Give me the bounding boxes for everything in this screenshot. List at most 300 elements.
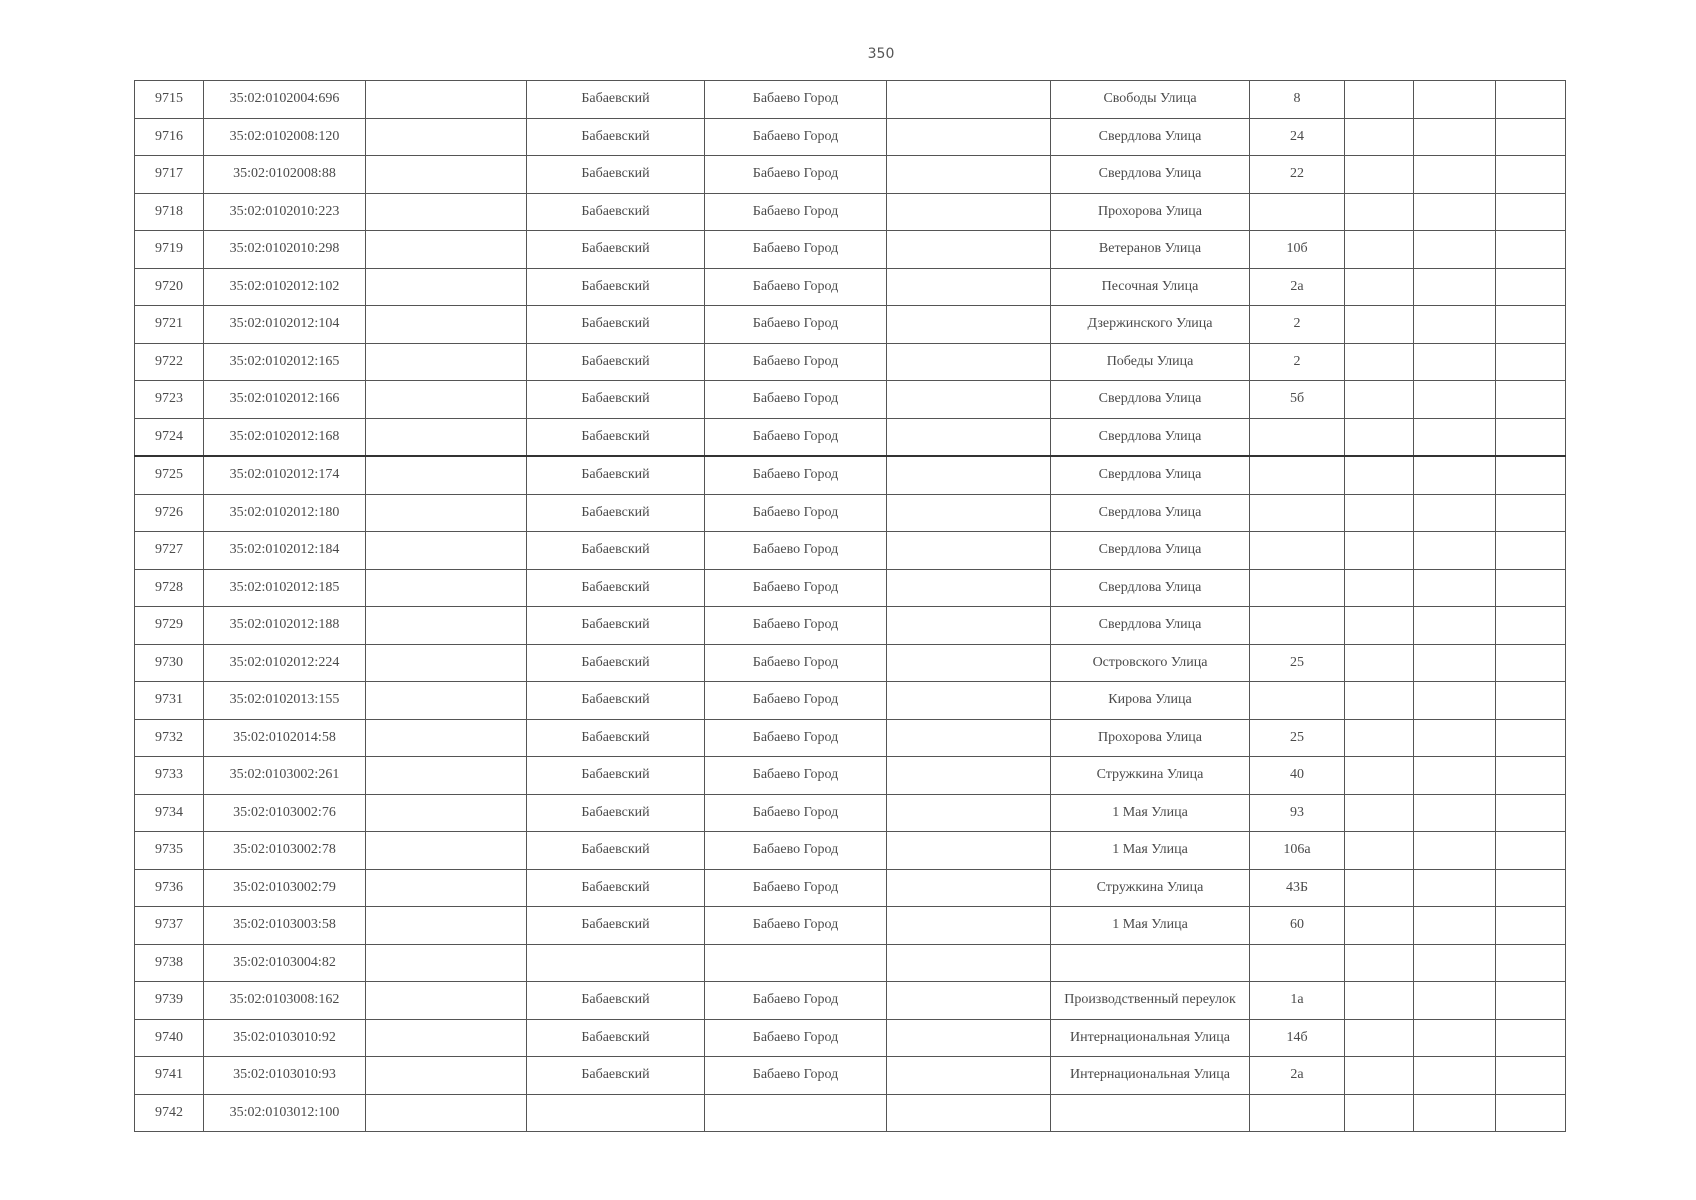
row-number-cell: 9719 — [135, 231, 204, 269]
blank-cell — [1414, 343, 1496, 381]
blank-cell — [1345, 757, 1414, 795]
blank-cell — [887, 456, 1051, 494]
table-row — [135, 81, 1566, 119]
blank-cell — [366, 418, 527, 456]
settlement-cell: Бабаево Город — [705, 1057, 887, 1095]
table-row — [135, 832, 1566, 870]
settlement-cell: Бабаево Город — [705, 494, 887, 532]
table-row — [135, 719, 1566, 757]
blank-cell — [1496, 1057, 1566, 1095]
house-number-cell: 14б — [1250, 1019, 1345, 1057]
district-cell: Бабаевский — [527, 456, 705, 494]
blank-cell — [366, 456, 527, 494]
blank-cell — [366, 682, 527, 720]
settlement-cell: Бабаево Город — [705, 268, 887, 306]
table-row — [135, 794, 1566, 832]
district-cell: Бабаевский — [527, 607, 705, 645]
district-cell — [527, 1094, 705, 1132]
blank-cell — [887, 81, 1051, 119]
page-number: 350 — [867, 46, 895, 62]
settlement-cell: Бабаево Город — [705, 418, 887, 456]
blank-cell — [366, 569, 527, 607]
settlement-cell: Бабаево Город — [705, 306, 887, 344]
table-row — [135, 682, 1566, 720]
blank-cell — [1345, 982, 1414, 1020]
cadastral-number-cell: 35:02:0102008:88 — [204, 156, 366, 194]
settlement-cell: Бабаево Город — [705, 719, 887, 757]
cadastral-number-cell: 35:02:0103002:76 — [204, 794, 366, 832]
blank-cell — [1414, 156, 1496, 194]
settlement-cell: Бабаево Город — [705, 456, 887, 494]
settlement-cell: Бабаево Город — [705, 644, 887, 682]
district-cell: Бабаевский — [527, 719, 705, 757]
district-cell: Бабаевский — [527, 231, 705, 269]
blank-cell — [1496, 494, 1566, 532]
blank-cell — [1345, 569, 1414, 607]
blank-cell — [366, 156, 527, 194]
cadastral-number-cell: 35:02:0103010:93 — [204, 1057, 366, 1095]
house-number-cell — [1250, 494, 1345, 532]
blank-cell — [1496, 532, 1566, 570]
street-cell: Свердлова Улица — [1051, 118, 1250, 156]
blank-cell — [366, 982, 527, 1020]
table-row — [135, 607, 1566, 645]
cadastral-number-cell: 35:02:0102012:185 — [204, 569, 366, 607]
row-number-cell: 9723 — [135, 381, 204, 419]
blank-cell — [1414, 532, 1496, 570]
blank-cell — [1345, 644, 1414, 682]
blank-cell — [887, 494, 1051, 532]
street-cell: Победы Улица — [1051, 343, 1250, 381]
row-number-cell: 9721 — [135, 306, 204, 344]
blank-cell — [887, 532, 1051, 570]
blank-cell — [1414, 306, 1496, 344]
district-cell: Бабаевский — [527, 794, 705, 832]
blank-cell — [887, 118, 1051, 156]
house-number-cell: 106а — [1250, 832, 1345, 870]
blank-cell — [887, 832, 1051, 870]
blank-cell — [887, 794, 1051, 832]
district-cell: Бабаевский — [527, 81, 705, 119]
row-number-cell: 9731 — [135, 682, 204, 720]
settlement-cell: Бабаево Город — [705, 1019, 887, 1057]
blank-cell — [1496, 644, 1566, 682]
blank-cell — [1414, 231, 1496, 269]
blank-cell — [1496, 118, 1566, 156]
house-number-cell: 24 — [1250, 118, 1345, 156]
blank-cell — [366, 644, 527, 682]
district-cell: Бабаевский — [527, 268, 705, 306]
blank-cell — [366, 794, 527, 832]
street-cell: Интернациональная Улица — [1051, 1057, 1250, 1095]
street-cell: Производственный переулок — [1051, 982, 1250, 1020]
district-cell: Бабаевский — [527, 193, 705, 231]
blank-cell — [1414, 118, 1496, 156]
blank-cell — [1414, 268, 1496, 306]
row-number-cell: 9729 — [135, 607, 204, 645]
blank-cell — [887, 306, 1051, 344]
table-row — [135, 1019, 1566, 1057]
blank-cell — [887, 757, 1051, 795]
blank-cell — [887, 156, 1051, 194]
blank-cell — [1345, 682, 1414, 720]
blank-cell — [366, 81, 527, 119]
blank-cell — [887, 569, 1051, 607]
cadastral-number-cell: 35:02:0102014:58 — [204, 719, 366, 757]
house-number-cell: 5б — [1250, 381, 1345, 419]
row-number-cell: 9741 — [135, 1057, 204, 1095]
street-cell: Ветеранов Улица — [1051, 231, 1250, 269]
table-row — [135, 757, 1566, 795]
house-number-cell: 43Б — [1250, 869, 1345, 907]
cadastral-number-cell: 35:02:0102012:188 — [204, 607, 366, 645]
district-cell: Бабаевский — [527, 1057, 705, 1095]
blank-cell — [366, 607, 527, 645]
settlement-cell: Бабаево Город — [705, 682, 887, 720]
house-number-cell: 25 — [1250, 644, 1345, 682]
district-cell: Бабаевский — [527, 569, 705, 607]
blank-cell — [1345, 381, 1414, 419]
row-number-cell: 9727 — [135, 532, 204, 570]
blank-cell — [1496, 1019, 1566, 1057]
table-row — [135, 532, 1566, 570]
cadastral-number-cell: 35:02:0103008:162 — [204, 982, 366, 1020]
house-number-cell — [1250, 456, 1345, 494]
blank-cell — [1496, 907, 1566, 945]
blank-cell — [887, 907, 1051, 945]
blank-cell — [1496, 569, 1566, 607]
blank-cell — [1345, 794, 1414, 832]
blank-cell — [1345, 118, 1414, 156]
blank-cell — [887, 231, 1051, 269]
blank-cell — [1414, 569, 1496, 607]
blank-cell — [1345, 343, 1414, 381]
blank-cell — [1496, 306, 1566, 344]
row-number-cell: 9740 — [135, 1019, 204, 1057]
district-cell: Бабаевский — [527, 381, 705, 419]
blank-cell — [1414, 456, 1496, 494]
row-number-cell: 9715 — [135, 81, 204, 119]
row-number-cell: 9717 — [135, 156, 204, 194]
street-cell: Свердлова Улица — [1051, 156, 1250, 194]
blank-cell — [1345, 193, 1414, 231]
row-number-cell: 9726 — [135, 494, 204, 532]
street-cell: Дзержинского Улица — [1051, 306, 1250, 344]
blank-cell — [1496, 268, 1566, 306]
street-cell: Интернациональная Улица — [1051, 1019, 1250, 1057]
blank-cell — [887, 268, 1051, 306]
table-row — [135, 644, 1566, 682]
settlement-cell: Бабаево Город — [705, 907, 887, 945]
house-number-cell: 2а — [1250, 1057, 1345, 1095]
blank-cell — [887, 381, 1051, 419]
house-number-cell — [1250, 418, 1345, 456]
settlement-cell: Бабаево Город — [705, 231, 887, 269]
cadastral-number-cell: 35:02:0103010:92 — [204, 1019, 366, 1057]
table-row — [135, 944, 1566, 982]
blank-cell — [1496, 869, 1566, 907]
street-cell: Островского Улица — [1051, 644, 1250, 682]
cadastral-number-cell: 35:02:0102012:224 — [204, 644, 366, 682]
street-cell: Стружкина Улица — [1051, 757, 1250, 795]
blank-cell — [1496, 381, 1566, 419]
cadastral-number-cell: 35:02:0102004:696 — [204, 81, 366, 119]
blank-cell — [1345, 1057, 1414, 1095]
district-cell: Бабаевский — [527, 907, 705, 945]
row-number-cell: 9732 — [135, 719, 204, 757]
house-number-cell — [1250, 569, 1345, 607]
blank-cell — [887, 1094, 1051, 1132]
row-number-cell: 9728 — [135, 569, 204, 607]
district-cell: Бабаевский — [527, 306, 705, 344]
settlement-cell: Бабаево Город — [705, 982, 887, 1020]
blank-cell — [1414, 418, 1496, 456]
house-number-cell: 22 — [1250, 156, 1345, 194]
blank-cell — [887, 193, 1051, 231]
street-cell: Песочная Улица — [1051, 268, 1250, 306]
cadastral-number-cell: 35:02:0103002:261 — [204, 757, 366, 795]
blank-cell — [366, 268, 527, 306]
blank-cell — [1345, 1094, 1414, 1132]
street-cell: Свердлова Улица — [1051, 532, 1250, 570]
house-number-cell: 2а — [1250, 268, 1345, 306]
blank-cell — [1345, 418, 1414, 456]
cadastral-number-cell: 35:02:0102012:180 — [204, 494, 366, 532]
blank-cell — [366, 343, 527, 381]
settlement-cell — [705, 944, 887, 982]
table-row — [135, 193, 1566, 231]
blank-cell — [366, 118, 527, 156]
row-number-cell: 9734 — [135, 794, 204, 832]
street-cell: 1 Мая Улица — [1051, 907, 1250, 945]
row-number-cell: 9737 — [135, 907, 204, 945]
street-cell: Свердлова Улица — [1051, 381, 1250, 419]
blank-cell — [1496, 231, 1566, 269]
row-number-cell: 9742 — [135, 1094, 204, 1132]
settlement-cell: Бабаево Город — [705, 156, 887, 194]
blank-cell — [1414, 644, 1496, 682]
blank-cell — [887, 982, 1051, 1020]
district-cell: Бабаевский — [527, 1019, 705, 1057]
registry-table — [134, 80, 1566, 1132]
blank-cell — [1414, 719, 1496, 757]
row-number-cell: 9736 — [135, 869, 204, 907]
cadastral-number-cell: 35:02:0102012:174 — [204, 456, 366, 494]
blank-cell — [1496, 682, 1566, 720]
blank-cell — [1496, 81, 1566, 119]
blank-cell — [1414, 869, 1496, 907]
blank-cell — [1414, 944, 1496, 982]
settlement-cell: Бабаево Город — [705, 81, 887, 119]
blank-cell — [887, 343, 1051, 381]
street-cell: Свободы Улица — [1051, 81, 1250, 119]
street-cell: Свердлова Улица — [1051, 456, 1250, 494]
house-number-cell — [1250, 1094, 1345, 1132]
settlement-cell: Бабаево Город — [705, 381, 887, 419]
blank-cell — [1496, 418, 1566, 456]
blank-cell — [1414, 982, 1496, 1020]
blank-cell — [1496, 719, 1566, 757]
blank-cell — [1414, 757, 1496, 795]
blank-cell — [1496, 193, 1566, 231]
house-number-cell — [1250, 193, 1345, 231]
blank-cell — [366, 1057, 527, 1095]
blank-cell — [366, 1094, 527, 1132]
table-row — [135, 869, 1566, 907]
district-cell: Бабаевский — [527, 532, 705, 570]
settlement-cell — [705, 1094, 887, 1132]
settlement-cell: Бабаево Город — [705, 607, 887, 645]
table-row — [135, 418, 1566, 456]
blank-cell — [1345, 607, 1414, 645]
blank-cell — [1414, 1019, 1496, 1057]
settlement-cell: Бабаево Город — [705, 118, 887, 156]
blank-cell — [366, 381, 527, 419]
blank-cell — [1345, 1019, 1414, 1057]
table-row — [135, 1094, 1566, 1132]
blank-cell — [887, 607, 1051, 645]
blank-cell — [1496, 832, 1566, 870]
settlement-cell: Бабаево Город — [705, 832, 887, 870]
blank-cell — [1414, 494, 1496, 532]
house-number-cell: 8 — [1250, 81, 1345, 119]
street-cell: Свердлова Улица — [1051, 607, 1250, 645]
house-number-cell: 60 — [1250, 907, 1345, 945]
street-cell: 1 Мая Улица — [1051, 832, 1250, 870]
row-number-cell: 9718 — [135, 193, 204, 231]
street-cell: Кирова Улица — [1051, 682, 1250, 720]
blank-cell — [1496, 343, 1566, 381]
street-cell: Свердлова Улица — [1051, 494, 1250, 532]
row-number-cell: 9720 — [135, 268, 204, 306]
cadastral-number-cell: 35:02:0103003:58 — [204, 907, 366, 945]
table-row — [135, 156, 1566, 194]
house-number-cell: 25 — [1250, 719, 1345, 757]
district-cell: Бабаевский — [527, 682, 705, 720]
district-cell: Бабаевский — [527, 494, 705, 532]
district-cell: Бабаевский — [527, 982, 705, 1020]
table-row — [135, 306, 1566, 344]
blank-cell — [366, 907, 527, 945]
street-cell: Прохорова Улица — [1051, 719, 1250, 757]
street-cell — [1051, 1094, 1250, 1132]
row-number-cell: 9716 — [135, 118, 204, 156]
blank-cell — [1345, 944, 1414, 982]
house-number-cell — [1250, 607, 1345, 645]
blank-cell — [887, 944, 1051, 982]
blank-cell — [1345, 719, 1414, 757]
settlement-cell: Бабаево Город — [705, 193, 887, 231]
district-cell: Бабаевский — [527, 343, 705, 381]
blank-cell — [366, 1019, 527, 1057]
blank-cell — [1345, 832, 1414, 870]
street-cell: Свердлова Улица — [1051, 569, 1250, 607]
blank-cell — [1496, 757, 1566, 795]
district-cell: Бабаевский — [527, 869, 705, 907]
house-number-cell: 40 — [1250, 757, 1345, 795]
blank-cell — [887, 869, 1051, 907]
row-number-cell: 9739 — [135, 982, 204, 1020]
table-row — [135, 456, 1566, 494]
district-cell: Бабаевский — [527, 757, 705, 795]
blank-cell — [1496, 944, 1566, 982]
blank-cell — [887, 1019, 1051, 1057]
table-row — [135, 494, 1566, 532]
table-row — [135, 1057, 1566, 1095]
blank-cell — [1345, 268, 1414, 306]
street-cell: Прохорова Улица — [1051, 193, 1250, 231]
street-cell: Стружкина Улица — [1051, 869, 1250, 907]
blank-cell — [1345, 532, 1414, 570]
table-row — [135, 569, 1566, 607]
blank-cell — [1414, 81, 1496, 119]
blank-cell — [366, 832, 527, 870]
blank-cell — [887, 682, 1051, 720]
blank-cell — [366, 231, 527, 269]
row-number-cell: 9730 — [135, 644, 204, 682]
blank-cell — [1414, 682, 1496, 720]
cadastral-number-cell: 35:02:0102008:120 — [204, 118, 366, 156]
blank-cell — [1414, 1057, 1496, 1095]
settlement-cell: Бабаево Город — [705, 794, 887, 832]
blank-cell — [1345, 456, 1414, 494]
blank-cell — [366, 494, 527, 532]
blank-cell — [366, 757, 527, 795]
blank-cell — [1345, 81, 1414, 119]
blank-cell — [1414, 907, 1496, 945]
blank-cell — [887, 418, 1051, 456]
blank-cell — [1345, 306, 1414, 344]
blank-cell — [1414, 794, 1496, 832]
row-number-cell: 9733 — [135, 757, 204, 795]
blank-cell — [1496, 456, 1566, 494]
house-number-cell — [1250, 532, 1345, 570]
cadastral-number-cell: 35:02:0102012:168 — [204, 418, 366, 456]
cadastral-number-cell: 35:02:0102012:184 — [204, 532, 366, 570]
blank-cell — [887, 1057, 1051, 1095]
house-number-cell — [1250, 682, 1345, 720]
blank-cell — [1414, 381, 1496, 419]
district-cell: Бабаевский — [527, 418, 705, 456]
blank-cell — [1496, 982, 1566, 1020]
settlement-cell: Бабаево Город — [705, 569, 887, 607]
table-row — [135, 982, 1566, 1020]
district-cell — [527, 944, 705, 982]
blank-cell — [1496, 1094, 1566, 1132]
blank-cell — [1345, 907, 1414, 945]
blank-cell — [366, 944, 527, 982]
blank-cell — [1414, 193, 1496, 231]
cadastral-number-cell: 35:02:0102012:165 — [204, 343, 366, 381]
blank-cell — [366, 869, 527, 907]
house-number-cell: 10б — [1250, 231, 1345, 269]
blank-cell — [366, 193, 527, 231]
row-number-cell: 9735 — [135, 832, 204, 870]
table-row — [135, 118, 1566, 156]
blank-cell — [1496, 156, 1566, 194]
street-cell: 1 Мая Улица — [1051, 794, 1250, 832]
blank-cell — [1496, 607, 1566, 645]
row-number-cell: 9725 — [135, 456, 204, 494]
cadastral-number-cell: 35:02:0103004:82 — [204, 944, 366, 982]
table-row — [135, 381, 1566, 419]
blank-cell — [366, 719, 527, 757]
street-cell: Свердлова Улица — [1051, 418, 1250, 456]
blank-cell — [1345, 494, 1414, 532]
table-body — [135, 81, 1566, 1132]
blank-cell — [1345, 869, 1414, 907]
settlement-cell: Бабаево Город — [705, 869, 887, 907]
